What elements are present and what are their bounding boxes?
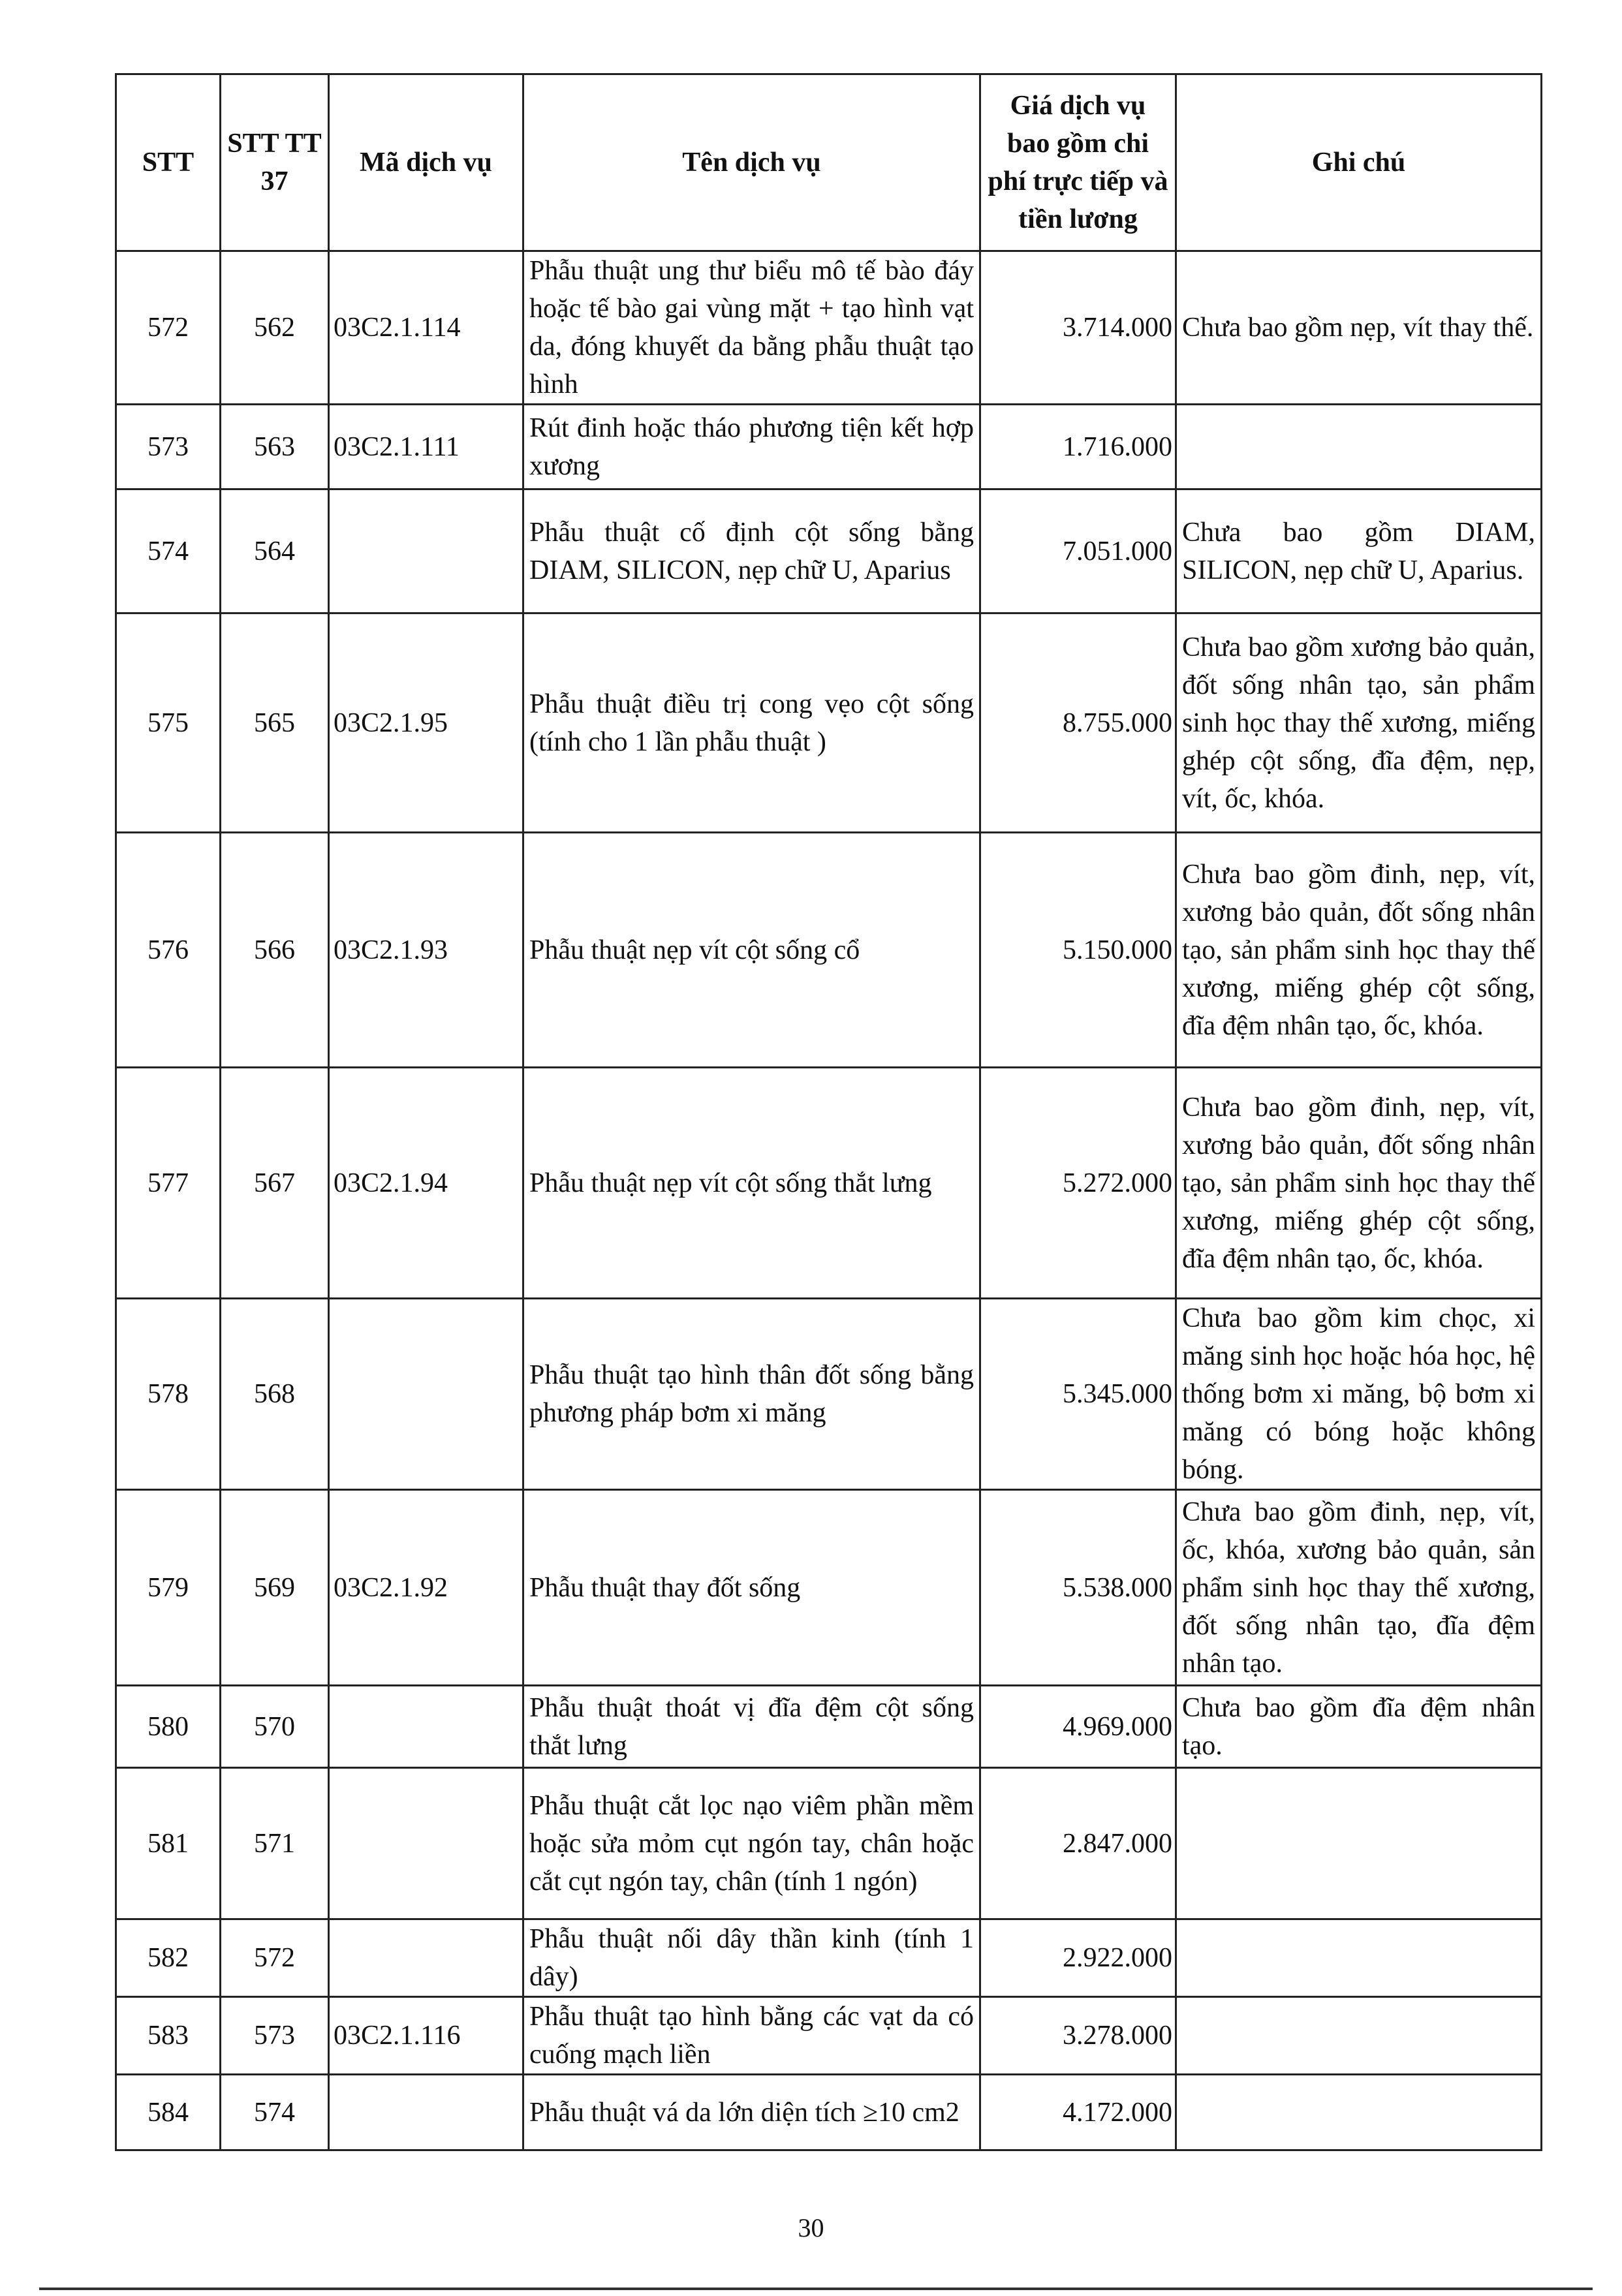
cell-note: Chưa bao gồm nẹp, vít thay thế. (1176, 251, 1542, 405)
cell-note (1176, 1919, 1542, 1997)
cell-note (1176, 1768, 1542, 1919)
cell-name: Phẫu thuật cố định cột sống bằng DIAM, SILICON, nẹp chữ U, Aparius (523, 489, 980, 613)
cell-code: 03C2.1.93 (329, 833, 523, 1068)
table-header-row (116, 74, 1542, 251)
cell-price: 2.922.000 (980, 1919, 1176, 1997)
header-service-name: Tên dịch vụ (523, 74, 980, 251)
cell-price: 5.345.000 (980, 1299, 1176, 1490)
cell-stt: 576 (116, 833, 221, 1068)
cell-price: 2.847.000 (980, 1768, 1176, 1919)
cell-note: Chưa bao gồm xương bảo quản, đốt sống nhân tạo, sản phẩm sinh học thay thế xương, miếng ghép cột sống, đĩa đệm, nẹp, vít, ốc, khóa. (1176, 613, 1542, 833)
cell-stt-tt37: 568 (221, 1299, 329, 1490)
cell-price: 5.538.000 (980, 1490, 1176, 1686)
cell-name: Phẫu thuật cắt lọc nạo viêm phần mềm hoặc sửa mỏm cụt ngón tay, chân hoặc cắt cụt ngón tay, chân (tính 1 ngón) (523, 1768, 980, 1919)
cell-code (329, 1686, 523, 1768)
header-price: Giá dịch vụ bao gồm chi phí trực tiếp và tiền lương (980, 74, 1176, 251)
table-row (116, 2075, 1542, 2150)
cell-code (329, 2075, 523, 2150)
cell-name: Phẫu thuật vá da lớn diện tích ≥10 cm2 (523, 2075, 980, 2150)
cell-price: 1.716.000 (980, 405, 1176, 489)
header-stt: STT (116, 74, 221, 251)
cell-stt-tt37: 569 (221, 1490, 329, 1686)
cell-stt: 582 (116, 1919, 221, 1997)
page-number: 30 (798, 2213, 824, 2242)
cell-stt: 573 (116, 405, 221, 489)
table-row (116, 405, 1542, 489)
cell-stt-tt37: 573 (221, 1997, 329, 2075)
cell-stt: 580 (116, 1686, 221, 1768)
cell-note: Chưa bao gồm kim chọc, xi măng sinh học hoặc hóa học, hệ thống bơm xi măng, bộ bơm xi măng có bóng hoặc không bóng. (1176, 1299, 1542, 1490)
cell-code (329, 1919, 523, 1997)
table-row (116, 613, 1542, 833)
cell-note: Chưa bao gồm DIAM, SILICON, nẹp chữ U, Aparius. (1176, 489, 1542, 613)
cell-stt: 579 (116, 1490, 221, 1686)
cell-price: 8.755.000 (980, 613, 1176, 833)
cell-code (329, 1768, 523, 1919)
cell-name: Phẫu thuật điều trị cong vẹo cột sống (tính cho 1 lần phẫu thuật ) (523, 613, 980, 833)
cell-note: Chưa bao gồm đinh, nẹp, vít, ốc, khóa, xương bảo quản, sản phẩm sinh học thay thế xương, đốt sống nhân tạo, đĩa đệm nhân tạo. (1176, 1490, 1542, 1686)
cell-stt: 577 (116, 1068, 221, 1299)
cell-price: 3.278.000 (980, 1997, 1176, 2075)
cell-name: Phẫu thuật nối dây thần kinh (tính 1 dây) (523, 1919, 980, 1997)
table-row (116, 1768, 1542, 1919)
cell-stt-tt37: 562 (221, 251, 329, 405)
cell-stt: 583 (116, 1997, 221, 2075)
cell-code (329, 1299, 523, 1490)
table-row (116, 489, 1542, 613)
cell-code (329, 489, 523, 613)
bottom-rule (39, 2288, 1593, 2290)
table-row (116, 1490, 1542, 1686)
cell-name: Phẫu thuật tạo hình bằng các vạt da có cuống mạch liền (523, 1997, 980, 2075)
cell-price: 4.172.000 (980, 2075, 1176, 2150)
cell-code: 03C2.1.92 (329, 1490, 523, 1686)
header-service-code: Mã dịch vụ (329, 74, 523, 251)
cell-price: 3.714.000 (980, 251, 1176, 405)
cell-stt: 584 (116, 2075, 221, 2150)
cell-name: Phẫu thuật nẹp vít cột sống cổ (523, 833, 980, 1068)
table-row (116, 1299, 1542, 1490)
cell-stt: 574 (116, 489, 221, 613)
cell-note (1176, 1997, 1542, 2075)
table-row (116, 1919, 1542, 1997)
cell-note (1176, 405, 1542, 489)
cell-stt: 578 (116, 1299, 221, 1490)
cell-code: 03C2.1.111 (329, 405, 523, 489)
cell-stt-tt37: 574 (221, 2075, 329, 2150)
cell-price: 5.272.000 (980, 1068, 1176, 1299)
header-note: Ghi chú (1176, 74, 1542, 251)
cell-stt-tt37: 572 (221, 1919, 329, 1997)
cell-name: Phẫu thuật thoát vị đĩa đệm cột sống thắt lưng (523, 1686, 980, 1768)
cell-note: Chưa bao gồm đĩa đệm nhân tạo. (1176, 1686, 1542, 1768)
cell-code: 03C2.1.116 (329, 1997, 523, 2075)
price-table (115, 73, 1542, 2151)
cell-code: 03C2.1.114 (329, 251, 523, 405)
cell-stt: 572 (116, 251, 221, 405)
cell-note: Chưa bao gồm đinh, nẹp, vít, xương bảo quản, đốt sống nhân tạo, sản phẩm sinh học thay thế xương, miếng ghép cột sống, đĩa đệm nhân tạo, ốc, khóa. (1176, 1068, 1542, 1299)
cell-price: 7.051.000 (980, 489, 1176, 613)
cell-name: Phẫu thuật thay đốt sống (523, 1490, 980, 1686)
table-row (116, 1686, 1542, 1768)
cell-stt-tt37: 565 (221, 613, 329, 833)
cell-stt: 581 (116, 1768, 221, 1919)
cell-note: Chưa bao gồm đinh, nẹp, vít, xương bảo quản, đốt sống nhân tạo, sản phẩm sinh học thay thế xương, miếng ghép cột sống, đĩa đệm nhân tạo, ốc, khóa. (1176, 833, 1542, 1068)
cell-stt-tt37: 564 (221, 489, 329, 613)
cell-price: 5.150.000 (980, 833, 1176, 1068)
cell-note (1176, 2075, 1542, 2150)
cell-code: 03C2.1.94 (329, 1068, 523, 1299)
table-row (116, 251, 1542, 405)
cell-name: Phẫu thuật nẹp vít cột sống thắt lưng (523, 1068, 980, 1299)
cell-stt-tt37: 566 (221, 833, 329, 1068)
cell-stt-tt37: 570 (221, 1686, 329, 1768)
cell-name: Phẫu thuật ung thư biểu mô tế bào đáy hoặc tế bào gai vùng mặt + tạo hình vạt da, đóng khuyết da bằng phẫu thuật tạo hình (523, 251, 980, 405)
table-row (116, 833, 1542, 1068)
table-row (116, 1068, 1542, 1299)
cell-name: Rút đinh hoặc tháo phương tiện kết hợp xương (523, 405, 980, 489)
header-stt-tt37: STT TT 37 (221, 74, 329, 251)
cell-stt-tt37: 563 (221, 405, 329, 489)
cell-code: 03C2.1.95 (329, 613, 523, 833)
cell-stt: 575 (116, 613, 221, 833)
cell-stt-tt37: 567 (221, 1068, 329, 1299)
cell-price: 4.969.000 (980, 1686, 1176, 1768)
table-row (116, 1997, 1542, 2075)
cell-stt-tt37: 571 (221, 1768, 329, 1919)
cell-name: Phẫu thuật tạo hình thân đốt sống bằng phương pháp bơm xi măng (523, 1299, 980, 1490)
